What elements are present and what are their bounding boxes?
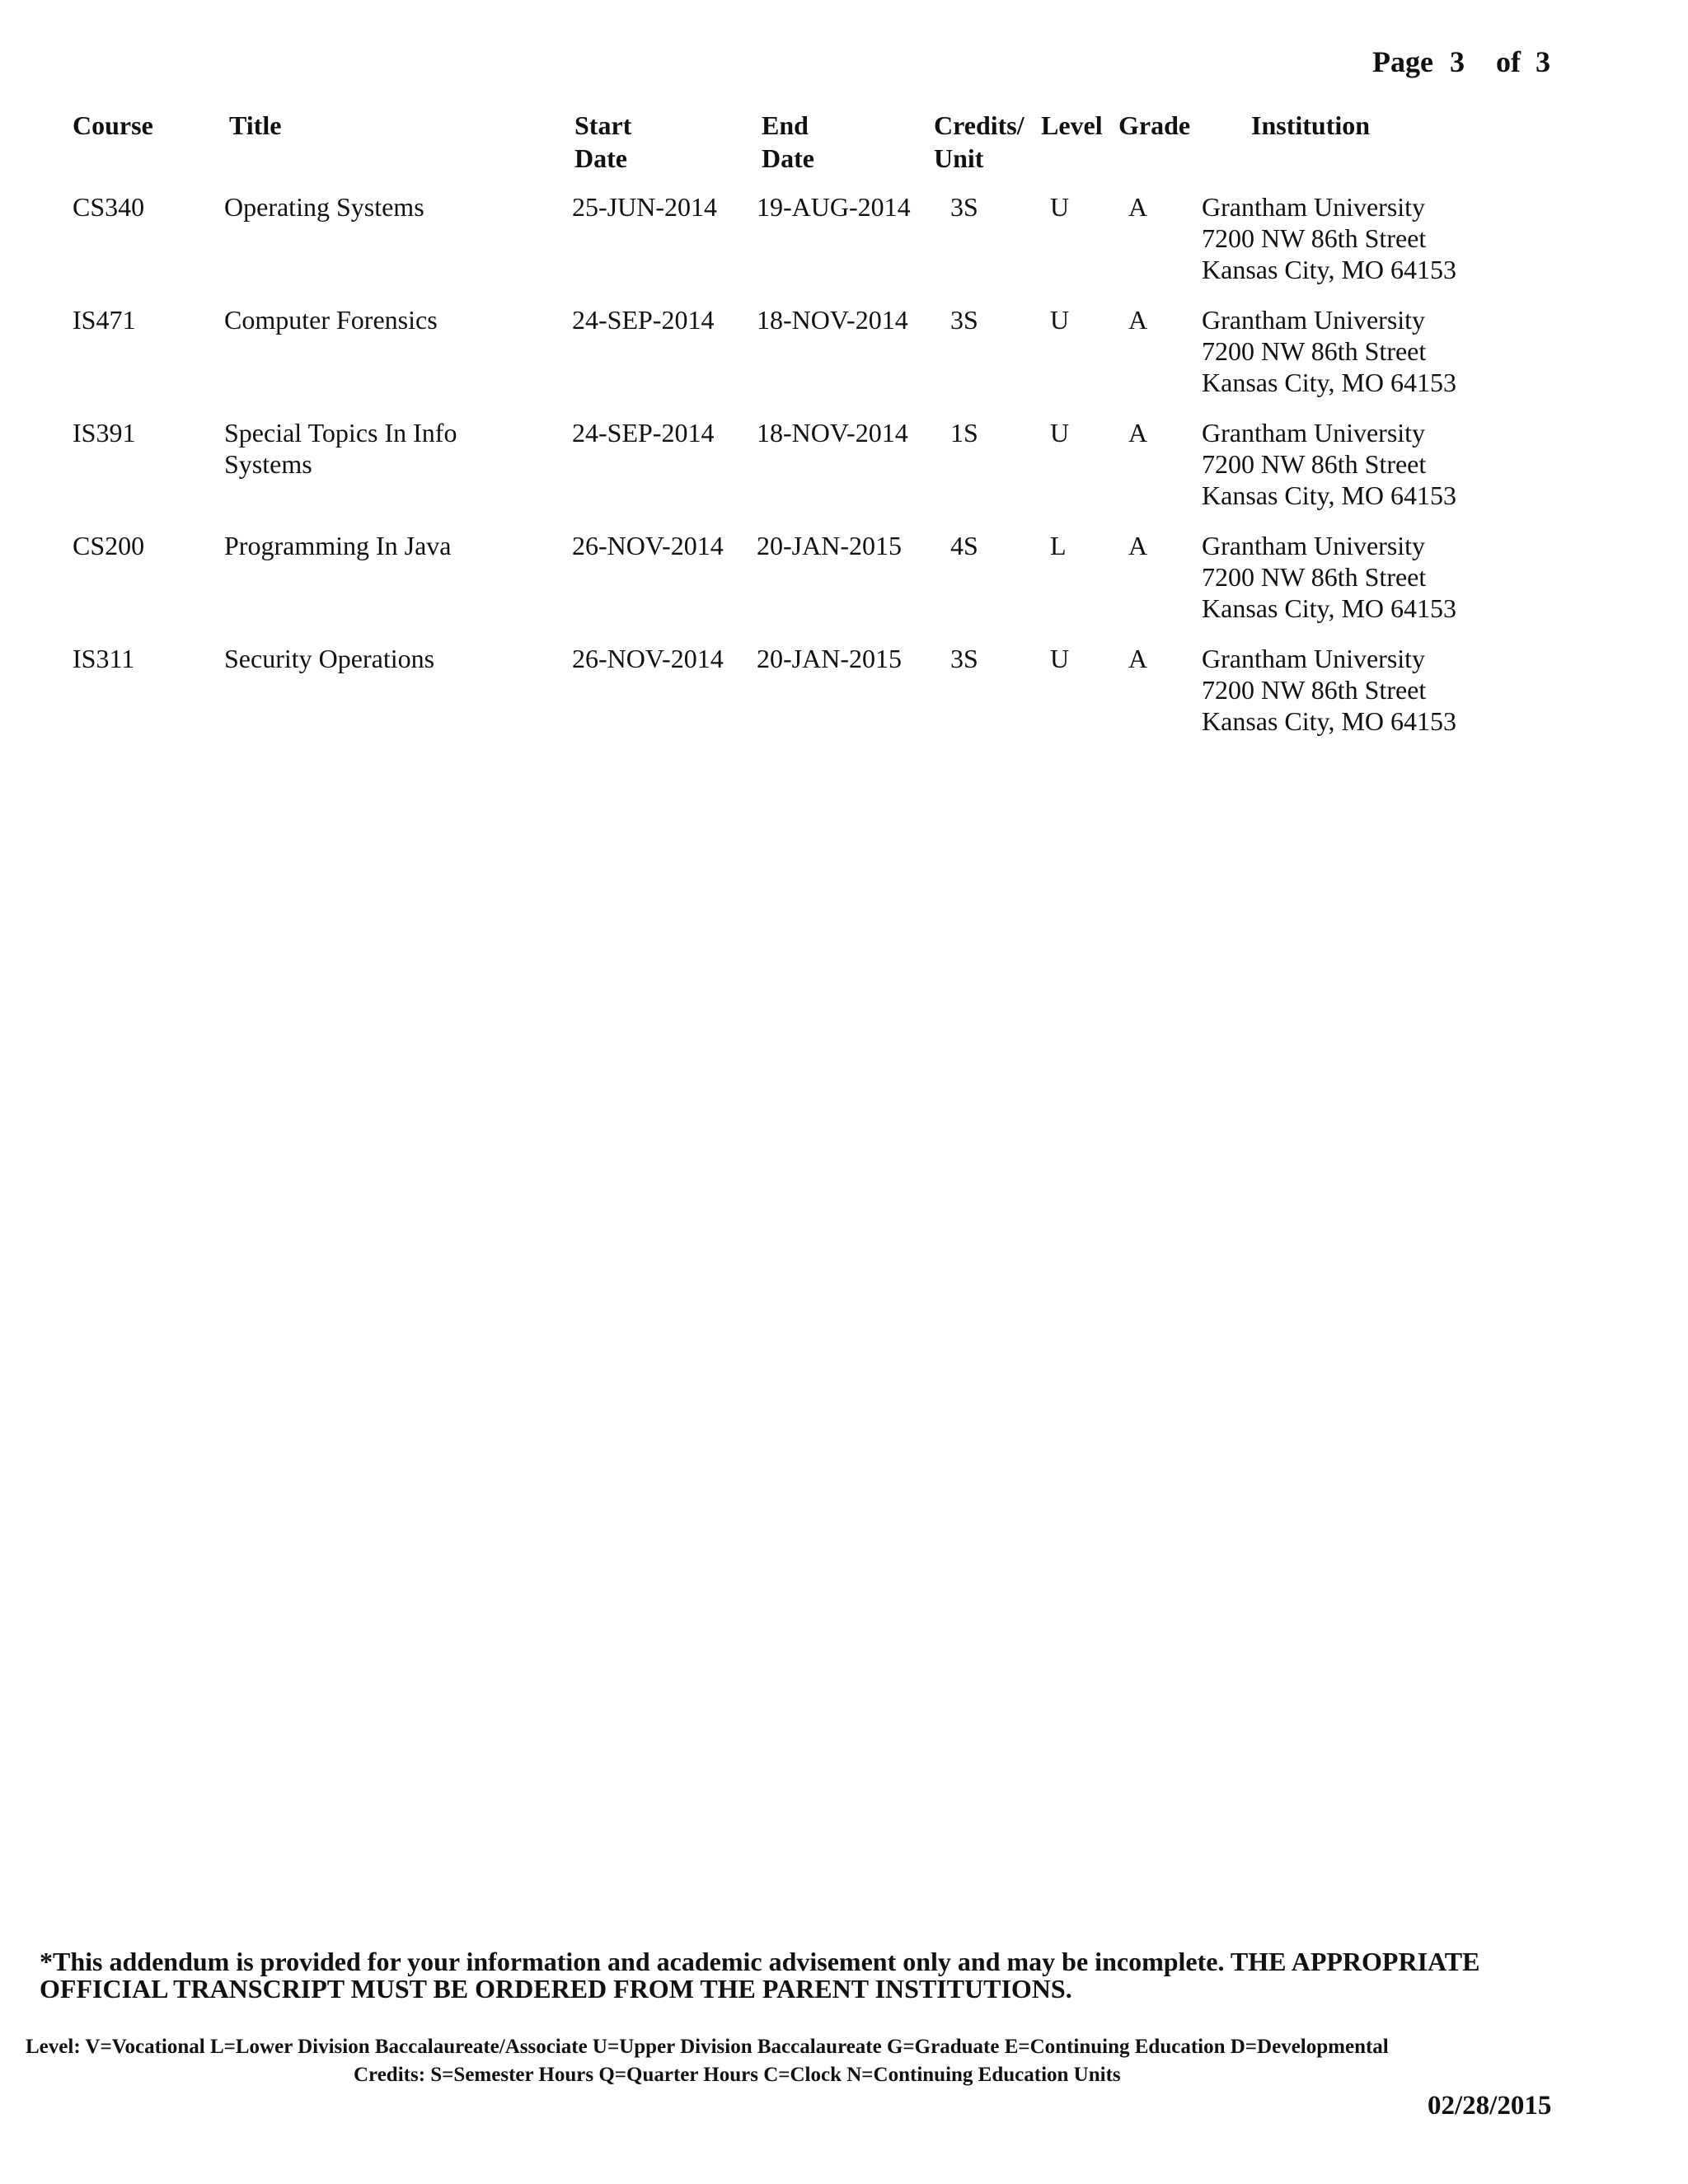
row-credits: 3S [950,305,978,335]
row-credits: 1S [950,418,978,448]
header-course: Course [73,110,153,140]
row-credits: 3S [950,644,978,673]
row-grade: A [1128,418,1148,448]
page-total: 3 [1535,45,1550,78]
row-level: U [1050,418,1070,448]
header-start-date: Start Date [574,110,632,173]
level-legend: Level: V=Vocational L=Lower Division Baccalaureate/Associate U=Upper Division Baccalaureate G=Graduate E=Continuing Education D=Developmental [26,2036,1389,2058]
row-institution: Grantham University 7200 NW 86th Street Kansas City, MO 64153 [1202,531,1457,623]
header-grade: Grade [1118,110,1191,140]
row-end-date: 18-NOV-2014 [757,305,908,335]
row-title: Programming In Java [224,531,452,560]
date-stamp: 02/28/2015 [1428,2091,1552,2121]
row-institution: Grantham University 7200 NW 86th Street Kansas City, MO 64153 [1202,305,1457,397]
row-title: Security Operations [224,644,435,673]
row-course: IS311 [73,644,135,673]
page-current: 3 [1449,45,1465,78]
header-title: Title [229,110,282,140]
row-end-date: 19-AUG-2014 [757,192,911,222]
header-credits: Credits/ Unit [934,110,1025,173]
row-grade: A [1128,305,1148,335]
row-institution: Grantham University 7200 NW 86th Street Kansas City, MO 64153 [1202,192,1457,284]
page-label: Page [1372,45,1433,78]
page-indicator [1372,45,1550,79]
row-course: IS471 [73,305,136,335]
addendum-notice: *This addendum is provided for your information and academic advisement only and may be incomplete. THE APPROPRIATE OFFICIAL TRANSCRIPT MUST BE ORDERED FROM THE PARENT INSTITUTIONS. [40,1947,1480,2004]
row-end-date: 20-JAN-2015 [757,531,902,560]
row-grade: A [1128,192,1148,222]
row-start-date: 25-JUN-2014 [572,192,717,222]
row-course: CS340 [73,192,145,222]
row-credits: 3S [950,192,978,222]
header-level: Level [1041,110,1103,140]
row-end-date: 18-NOV-2014 [757,418,908,448]
row-institution: Grantham University 7200 NW 86th Street Kansas City, MO 64153 [1202,644,1457,736]
row-level: U [1050,192,1070,222]
row-level: L [1050,531,1067,560]
row-start-date: 24-SEP-2014 [572,305,715,335]
row-course: CS200 [73,531,145,560]
row-end-date: 20-JAN-2015 [757,644,902,673]
row-institution: Grantham University 7200 NW 86th Street Kansas City, MO 64153 [1202,418,1457,510]
row-grade: A [1128,644,1148,673]
row-title: Special Topics In Info Systems [224,418,457,479]
row-grade: A [1128,531,1148,560]
row-credits: 4S [950,531,978,560]
row-title: Computer Forensics [224,305,438,335]
credits-legend: Credits: S=Semester Hours Q=Quarter Hours C=Clock N=Continuing Education Units [354,2064,1121,2086]
row-level: U [1050,644,1070,673]
row-start-date: 24-SEP-2014 [572,418,715,448]
page-of-label: of [1495,45,1521,78]
row-start-date: 26-NOV-2014 [572,531,724,560]
header-institution: Institution [1251,110,1371,140]
row-course: IS391 [73,418,136,448]
row-start-date: 26-NOV-2014 [572,644,724,673]
row-level: U [1050,305,1070,335]
row-title: Operating Systems [224,192,424,222]
header-end-date: End Date [762,110,814,173]
